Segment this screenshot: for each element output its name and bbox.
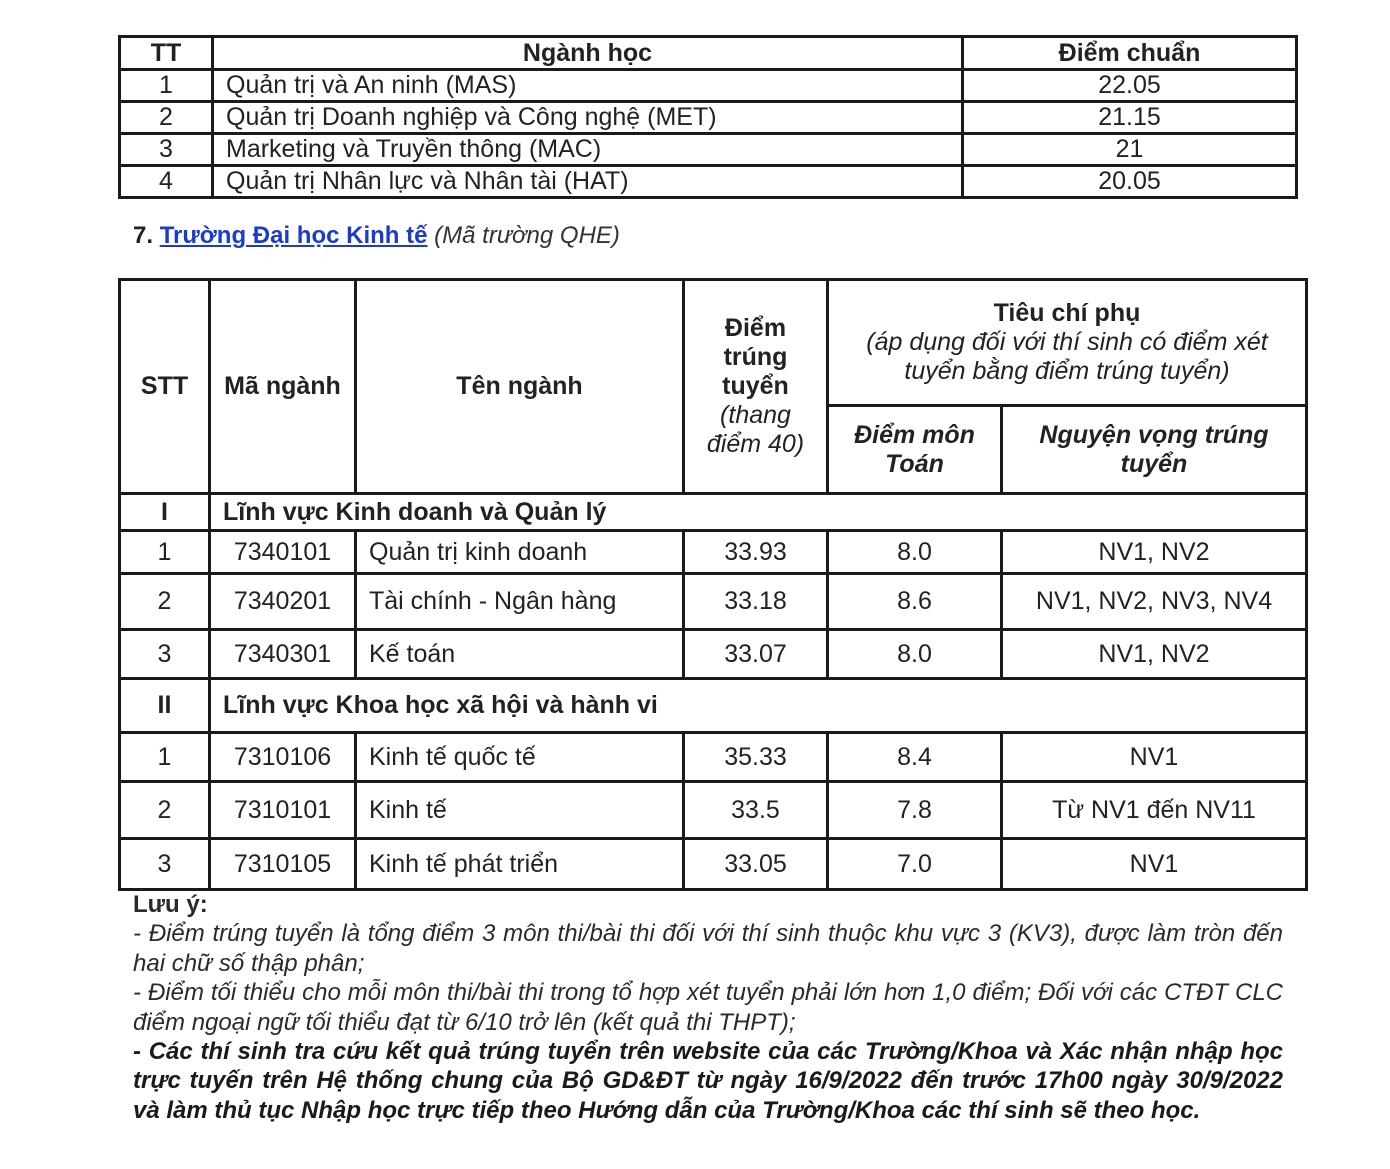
cell-stt: 1 bbox=[120, 733, 210, 782]
cell-tt: 1 bbox=[120, 70, 213, 102]
cell-stt: 1 bbox=[120, 531, 210, 574]
cell-stt: 2 bbox=[120, 574, 210, 630]
header-math-score-label: Điểm môn Toán bbox=[854, 420, 975, 478]
cell-tt: 2 bbox=[120, 102, 213, 134]
notes-title: Lưu ý: bbox=[133, 891, 208, 918]
cell-priority: Từ NV1 đến NV11 bbox=[1002, 782, 1307, 839]
scores-table-1 bbox=[118, 35, 1298, 199]
group-row bbox=[120, 494, 1307, 531]
cell-code: 7340301 bbox=[210, 630, 356, 679]
cell-cutoff: 21 bbox=[963, 134, 1297, 166]
cell-major: Quản trị và An ninh (MAS) bbox=[213, 70, 963, 102]
cell-code: 7310105 bbox=[210, 839, 356, 890]
cell-code: 7340201 bbox=[210, 574, 356, 630]
university-link[interactable]: Trường Đại học Kinh tế bbox=[159, 222, 428, 249]
header-tt: TT bbox=[120, 37, 213, 70]
cell-priority: NV1, NV2, NV3, NV4 bbox=[1002, 574, 1307, 630]
cell-stt: 3 bbox=[120, 839, 210, 890]
header-cutoff: Điểm chuẩn bbox=[963, 37, 1297, 70]
cell-score: 33.18 bbox=[684, 574, 828, 630]
cell-math: 8.0 bbox=[828, 531, 1002, 574]
cell-name: Tài chính - Ngân hàng bbox=[356, 574, 684, 630]
cell-stt: 3 bbox=[120, 630, 210, 679]
notes-section bbox=[133, 890, 1283, 1125]
section-heading bbox=[133, 222, 620, 250]
header-criteria-title: Tiêu chí phụ bbox=[993, 299, 1141, 327]
table-row bbox=[120, 782, 1307, 839]
cell-cutoff: 20.05 bbox=[963, 166, 1297, 198]
table-row bbox=[120, 839, 1307, 890]
cell-priority: NV1 bbox=[1002, 733, 1307, 782]
note-3: - Các thí sinh tra cứu kết quả trúng tuyển trên website của các Trường/Khoa và Xác nhận nhập học trực tuyến trên Hệ thống chung của Bộ GD&ĐT từ ngày 16/9/2022 đến trước 17h00 ngày 30/9/2022 và làm thủ tục Nhập học trực tiếp theo Hướng dẫn của Trường/Khoa các thí sinh sẽ theo học. bbox=[133, 1038, 1283, 1124]
cell-priority: NV1 bbox=[1002, 839, 1307, 890]
table-header-row bbox=[120, 37, 1297, 70]
group-roman: I bbox=[120, 494, 210, 531]
header-major: Ngành học bbox=[213, 37, 963, 70]
cell-stt: 2 bbox=[120, 782, 210, 839]
table-row bbox=[120, 630, 1307, 679]
header-math-score bbox=[828, 406, 1002, 494]
cell-major: Quản trị Nhân lực và Nhân tài (HAT) bbox=[213, 166, 963, 198]
cell-code: 7310101 bbox=[210, 782, 356, 839]
header-major-code: Mã ngành bbox=[210, 280, 356, 494]
cell-name: Quản trị kinh doanh bbox=[356, 531, 684, 574]
header-priority-label: Nguyện vọng trúng tuyển bbox=[1039, 420, 1269, 478]
cell-tt: 3 bbox=[120, 134, 213, 166]
group-title: Lĩnh vực Khoa học xã hội và hành vi bbox=[210, 679, 1307, 733]
table-row bbox=[120, 166, 1297, 198]
cell-code: 7310106 bbox=[210, 733, 356, 782]
cell-math: 8.0 bbox=[828, 630, 1002, 679]
header-admission-score-label: Điểm trúng tuyển bbox=[722, 314, 789, 400]
cell-math: 8.4 bbox=[828, 733, 1002, 782]
table-row bbox=[120, 134, 1297, 166]
cell-score: 33.5 bbox=[684, 782, 828, 839]
group-roman: II bbox=[120, 679, 210, 733]
table-row bbox=[120, 733, 1307, 782]
cell-priority: NV1, NV2 bbox=[1002, 630, 1307, 679]
header-stt: STT bbox=[120, 280, 210, 494]
group-title: Lĩnh vực Kinh doanh và Quản lý bbox=[210, 494, 1307, 531]
cell-name: Kinh tế bbox=[356, 782, 684, 839]
header-criteria bbox=[828, 280, 1307, 406]
header-criteria-note: (áp dụng đối với thí sinh có điểm xét tuyển bằng điểm trúng tuyển) bbox=[866, 328, 1268, 385]
cell-score: 33.07 bbox=[684, 630, 828, 679]
table-row bbox=[120, 102, 1297, 134]
cell-score: 35.33 bbox=[684, 733, 828, 782]
cell-major: Quản trị Doanh nghiệp và Công nghệ (MET) bbox=[213, 102, 963, 134]
table-row bbox=[120, 574, 1307, 630]
header-admission-score bbox=[684, 280, 828, 494]
note-2: - Điểm tối thiểu cho mỗi môn thi/bài thi trong tổ hợp xét tuyển phải lớn hơn 1,0 điểm; Đối với các CTĐT CLC điểm ngoại ngữ tối thiểu đạt từ 6/10 trở lên (kết quả thi THPT); bbox=[133, 979, 1283, 1036]
header-major-name: Tên ngành bbox=[356, 280, 684, 494]
cell-score: 33.93 bbox=[684, 531, 828, 574]
cell-score: 33.05 bbox=[684, 839, 828, 890]
section-number: 7. bbox=[133, 222, 154, 249]
header-admission-score-note: (thang điểm 40) bbox=[706, 401, 805, 458]
cell-name: Kế toán bbox=[356, 630, 684, 679]
cell-priority: NV1, NV2 bbox=[1002, 531, 1307, 574]
table-header-row bbox=[120, 280, 1307, 406]
note-1: - Điểm trúng tuyển là tổng điểm 3 môn thi/bài thi đối với thí sinh thuộc khu vực 3 (KV3), được làm tròn đến hai chữ số thập phân; bbox=[133, 920, 1283, 977]
cell-math: 8.6 bbox=[828, 574, 1002, 630]
university-code: (Mã trường QHE) bbox=[434, 222, 620, 249]
cell-cutoff: 22.05 bbox=[963, 70, 1297, 102]
table-row bbox=[120, 70, 1297, 102]
scores-table-2 bbox=[118, 278, 1308, 891]
cell-math: 7.0 bbox=[828, 839, 1002, 890]
cell-cutoff: 21.15 bbox=[963, 102, 1297, 134]
cell-math: 7.8 bbox=[828, 782, 1002, 839]
table-row bbox=[120, 531, 1307, 574]
cell-major: Marketing và Truyền thông (MAC) bbox=[213, 134, 963, 166]
group-row bbox=[120, 679, 1307, 733]
header-priority bbox=[1002, 406, 1307, 494]
cell-name: Kinh tế quốc tế bbox=[356, 733, 684, 782]
cell-name: Kinh tế phát triển bbox=[356, 839, 684, 890]
cell-tt: 4 bbox=[120, 166, 213, 198]
cell-code: 7340101 bbox=[210, 531, 356, 574]
